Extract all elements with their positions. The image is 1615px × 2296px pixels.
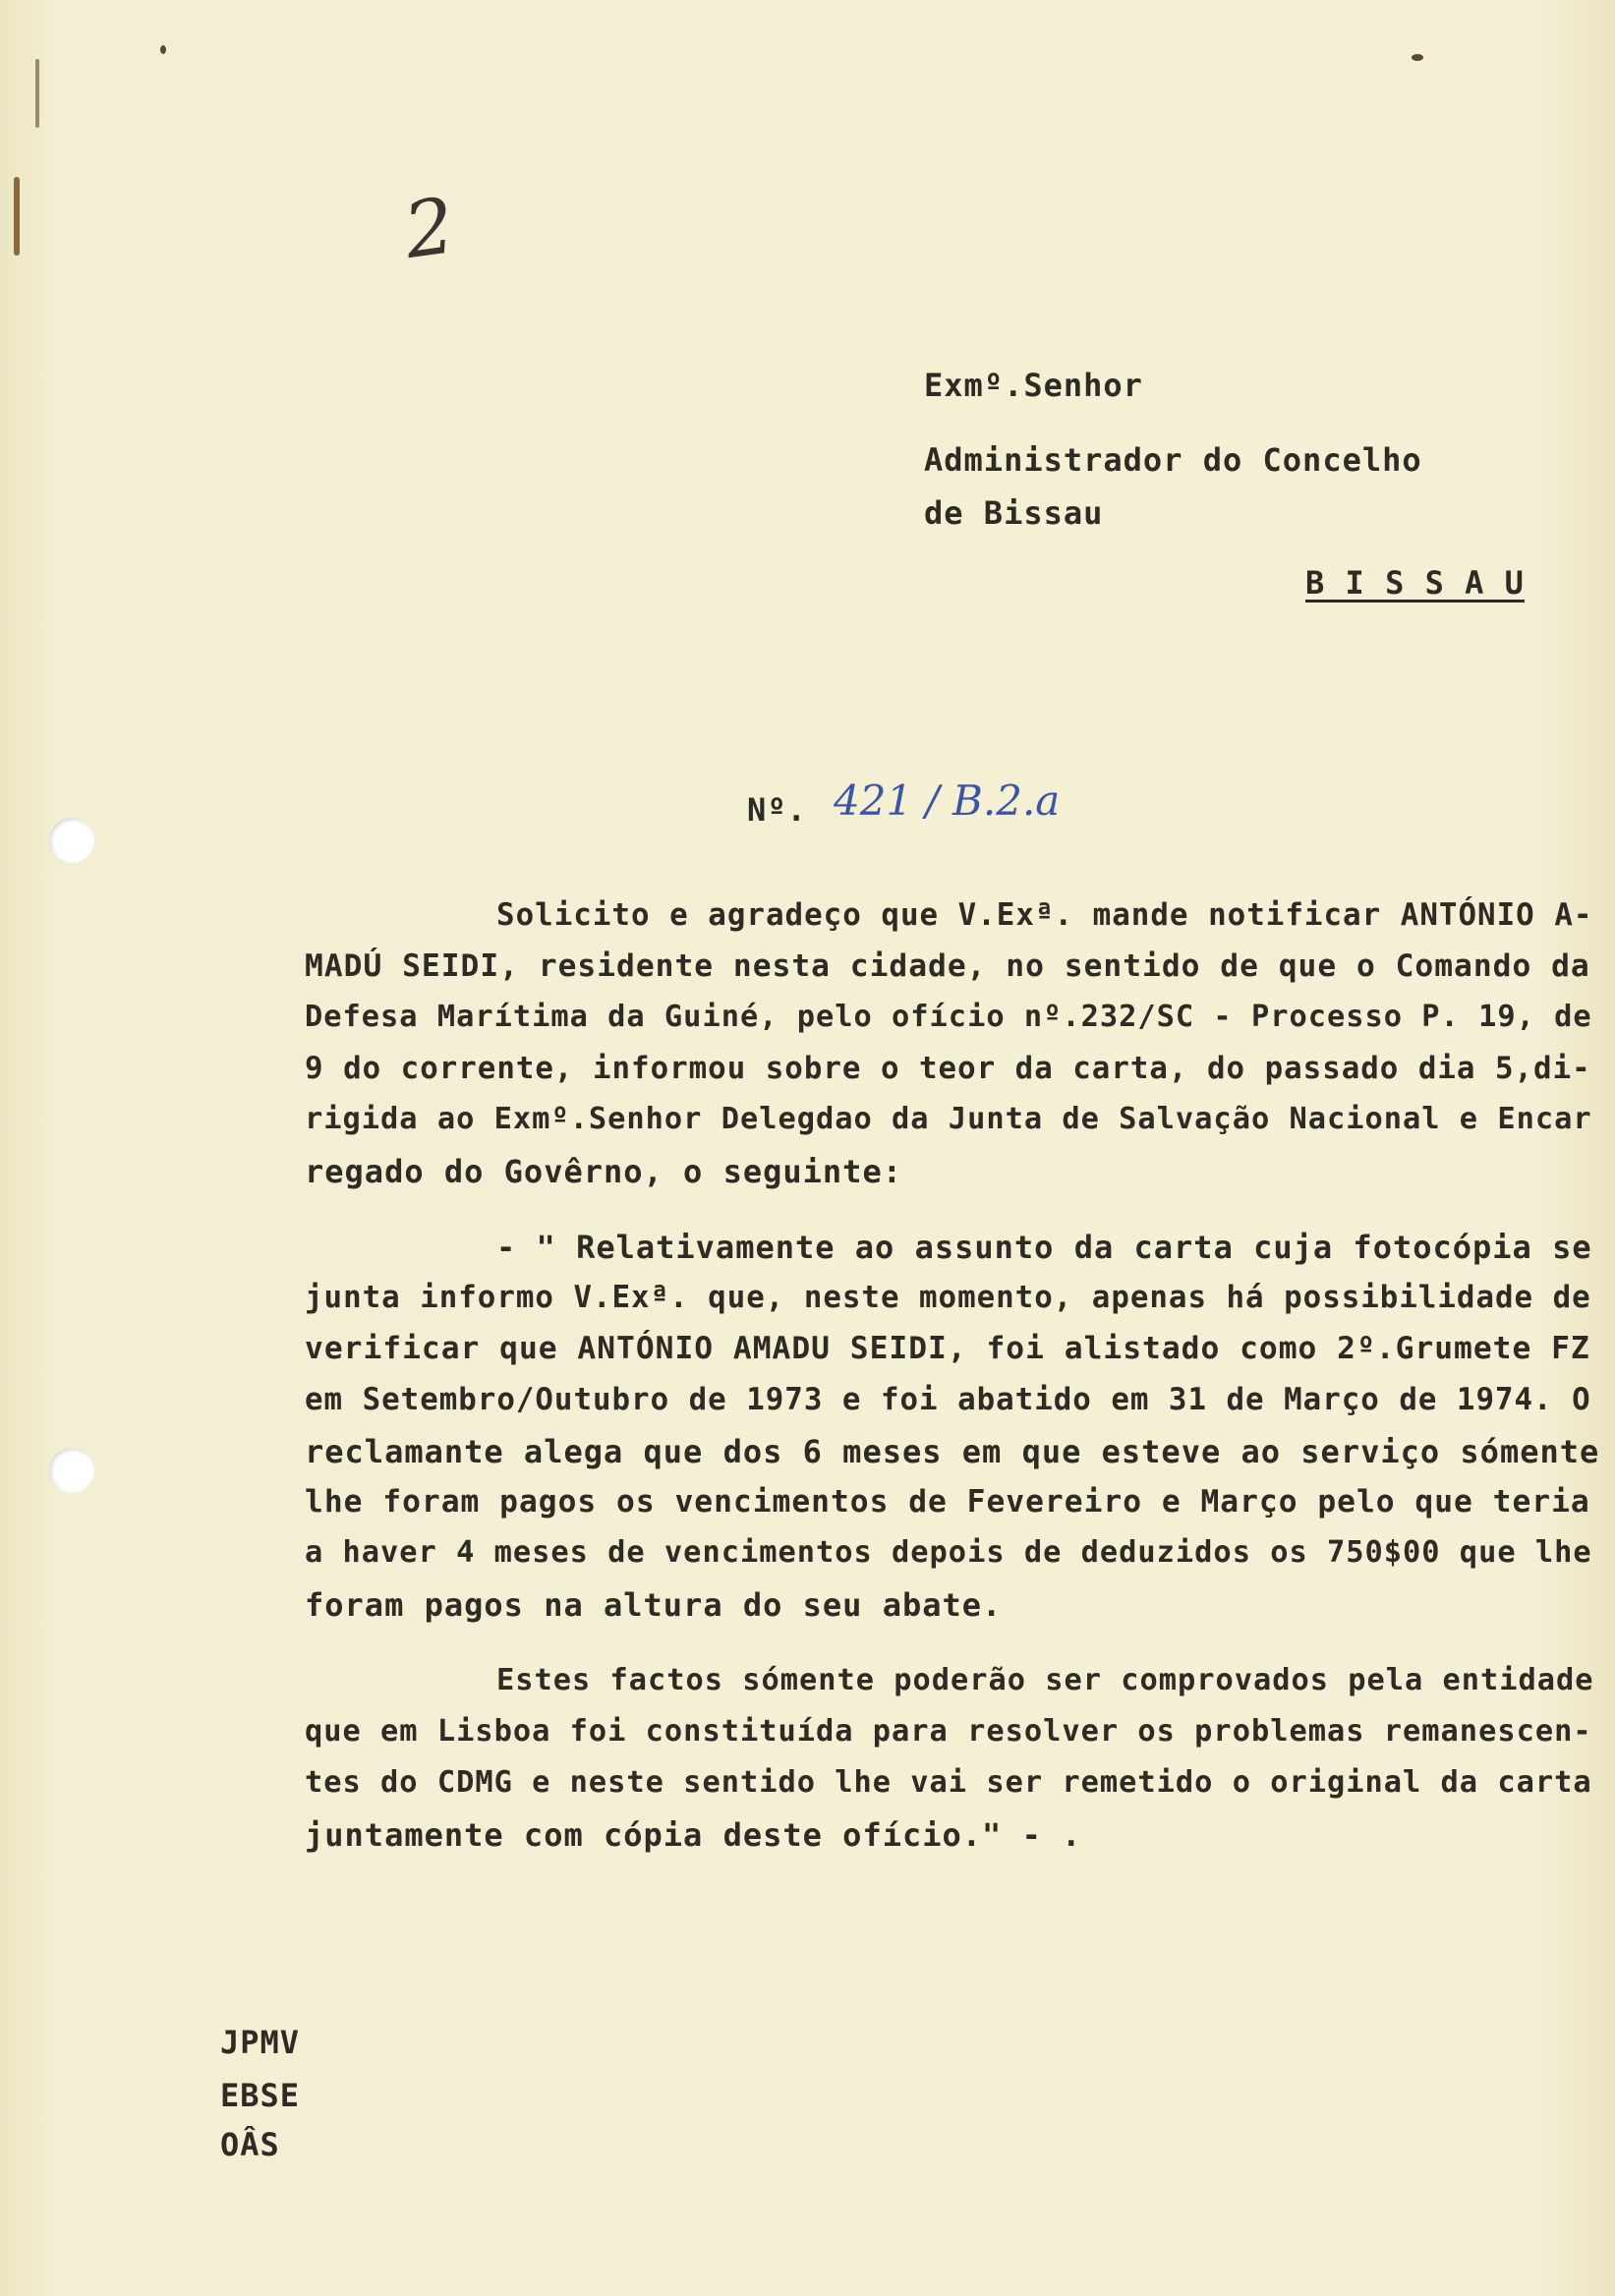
paragraph-line: que em Lisboa foi constituída para resolver os problemas remanescen- xyxy=(305,1714,1592,1749)
initials-line: EBSE xyxy=(220,2077,301,2114)
paragraph-line: - " Relativamente ao assunto da carta cuja fotocópia se xyxy=(496,1229,1592,1266)
paragraph-line: reclamante alega que dos 6 meses em que esteve ao serviço sómente xyxy=(305,1433,1600,1470)
paragraph-line: Defesa Marítima da Guiné, pelo ofício nº.232/SC - Processo P. 19, de xyxy=(305,1000,1592,1034)
paragraph-line: MADÚ SEIDI, residente nesta cidade, no sentido de que o Comando da xyxy=(305,948,1590,984)
ink-speck xyxy=(160,45,166,54)
handwritten-reference-number: 421 / B.2.a xyxy=(834,776,1061,825)
punch-hole-bottom xyxy=(49,1448,94,1493)
paragraph-line: 9 do corrente, informou sobre o teor da carta, do passado dia 5,di- xyxy=(305,1051,1591,1086)
paragraph-line: rigida ao Exmº.Senhor Delegdao da Junta de Salvação Nacional e Encar xyxy=(305,1102,1592,1136)
staple-mark xyxy=(14,177,20,256)
salutation: Exmº.Senhor xyxy=(924,367,1143,404)
paragraph-line: lhe foram pagos os vencimentos de Fevereiro e Março pelo que teria xyxy=(305,1484,1590,1520)
paragraph-line: juntamente com cópia deste ofício." - . xyxy=(305,1816,1082,1854)
paragraph-line: Solicito e agradeço que V.Exª. mande notificar ANTÓNIO A- xyxy=(496,897,1593,933)
paragraph-line: junta informo V.Exª. que, neste momento, apenas há possibilidade de xyxy=(305,1280,1591,1315)
reference-prefix: Nº. xyxy=(747,791,807,829)
paragraph-line: em Setembro/Outubro de 1973 e foi abatido em 31 de Março de 1974. O xyxy=(305,1382,1591,1417)
addressee-line-1: Administrador do Concelho xyxy=(924,441,1422,479)
ink-speck xyxy=(1412,54,1423,61)
ink-speck xyxy=(35,59,39,128)
handwritten-page-number: 2 xyxy=(398,181,460,277)
paragraph-line: tes do CDMG e neste sentido lhe vai ser remetido o original da carta xyxy=(305,1765,1592,1800)
paragraph-line: foram pagos na altura do seu abate. xyxy=(305,1586,1003,1624)
addressee-city: B I S S A U xyxy=(1305,564,1525,602)
paragraph-line: regado do Govêrno, o seguinte: xyxy=(305,1153,902,1190)
paragraph-line: verificar que ANTÓNIO AMADU SEIDI, foi alistado como 2º.Grumete FZ xyxy=(305,1331,1590,1366)
paragraph-line: Estes factos sómente poderão ser comprovados pela entidade xyxy=(496,1663,1594,1697)
paragraph-line: a haver 4 meses de vencimentos depois de deduzidos os 750$00 que lhe xyxy=(305,1535,1592,1570)
initials-line: OÂS xyxy=(220,2126,280,2163)
punch-hole-top xyxy=(49,818,94,863)
initials-line: JPMV xyxy=(220,2024,301,2061)
addressee-line-2: de Bissau xyxy=(924,494,1104,532)
